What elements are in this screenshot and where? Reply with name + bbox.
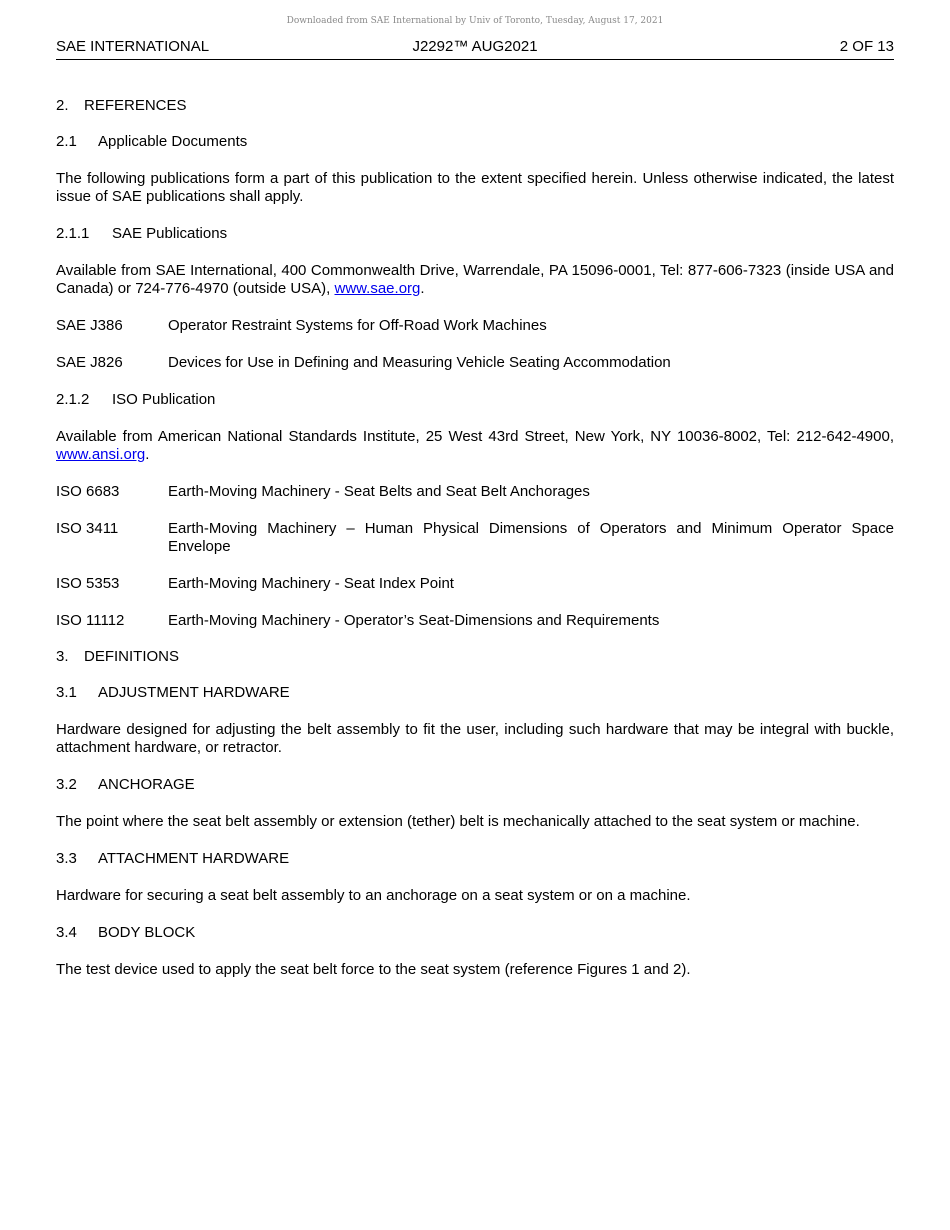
reference-code: SAE J386 — [56, 317, 123, 334]
section-title: DEFINITIONS — [84, 648, 180, 665]
document-id: J2292™ AUG2021 — [412, 38, 538, 55]
definition-text: The point where the seat belt assembly or extension (tether) belt is mechanically attached to the seat system or machine. — [56, 813, 860, 830]
sae-availability-sentence: Available from SAE International, 400 Commonwealth Drive, Warrendale, PA 15096-0001, Tel: 877-606-7323 (inside USA and Canada) or 724-776-4970 (outside USA), — [56, 262, 894, 297]
section-number: 2.1 — [56, 133, 77, 150]
applicable-documents-text: The following publications form a part of this publication to the extent specified herein. Unless otherwise indicated, the latest issue of SAE publications shall apply. — [56, 170, 894, 205]
section-number: 3.4 — [56, 924, 77, 941]
definition-heading — [56, 776, 894, 794]
iso-availability-text: Available from American National Standards Institute, 25 West 43rd Street, New York, NY 10036-8002, Tel: 212-642-4900, www.ansi.org. — [56, 428, 894, 463]
section-title: REFERENCES — [84, 97, 187, 114]
sae-availability-text: Available from SAE International, 400 Commonwealth Drive, Warrendale, PA 15096-0001, Tel: 877-606-7323 (inside USA and Canada) or 724-776-4970 (outside USA), www.sae.org. — [56, 262, 894, 297]
section-applicable-documents-heading — [56, 133, 894, 151]
definition-term: ATTACHMENT HARDWARE — [98, 850, 290, 867]
document-body — [56, 97, 894, 998]
reference-title: Earth-Moving Machinery - Operator’s Seat-Dimensions and Requirements — [168, 612, 660, 629]
reference-title: Devices for Use in Defining and Measuring Vehicle Seating Accommodation — [168, 354, 671, 371]
definition-heading — [56, 850, 894, 868]
section-references-heading — [56, 97, 894, 115]
page-header — [56, 38, 894, 60]
reference-item — [56, 520, 894, 556]
section-number: 2.1.1 — [56, 225, 90, 242]
ansi-website-link[interactable]: www.ansi.org — [56, 446, 146, 463]
section-number: 3.1 — [56, 684, 77, 701]
section-title: ISO Publication — [112, 391, 216, 408]
section-number: 3.2 — [56, 776, 77, 793]
reference-title: Earth-Moving Machinery – Human Physical Dimensions of Operators and Minimum Operator Space Envelope — [168, 520, 894, 555]
reference-code: ISO 11112 — [56, 612, 125, 629]
reference-code: SAE J826 — [56, 354, 123, 371]
reference-item — [56, 612, 894, 630]
definition-text: Hardware designed for adjusting the belt assembly to fit the user, including such hardware that may be integral with buckle, attachment hardware, or retractor. — [56, 721, 894, 756]
reference-title: Earth-Moving Machinery - Seat Belts and Seat Belt Anchorages — [168, 483, 590, 500]
reference-item — [56, 575, 894, 593]
reference-title: Operator Restraint Systems for Off-Road Work Machines — [168, 317, 547, 334]
definition-term: ANCHORAGE — [98, 776, 195, 793]
section-definitions-heading — [56, 648, 894, 666]
section-title: SAE Publications — [112, 225, 228, 242]
publisher-name: SAE INTERNATIONAL — [56, 38, 210, 55]
section-iso-publication-heading — [56, 391, 894, 409]
reference-title: Earth-Moving Machinery - Seat Index Point — [168, 575, 454, 592]
reference-item — [56, 354, 894, 372]
reference-item — [56, 483, 894, 501]
reference-item — [56, 317, 894, 335]
page-number: 2 OF 13 — [839, 38, 894, 55]
reference-code: ISO 5353 — [56, 575, 120, 592]
definition-text: Hardware for securing a seat belt assembly to an anchorage on a seat system or on a machine. — [56, 887, 691, 904]
definition-term: ADJUSTMENT HARDWARE — [98, 684, 290, 701]
definition-term: BODY BLOCK — [98, 924, 196, 941]
section-number: 2. — [56, 97, 69, 114]
section-number: 2.1.2 — [56, 391, 90, 408]
iso-availability-sentence: Available from American National Standards Institute, 25 West 43rd Street, New York, NY 10036-8002, Tel: 212-642-4900, — [56, 428, 894, 445]
definition-text: The test device used to apply the seat belt force to the seat system (reference Figures 1 and 2). — [56, 961, 691, 978]
download-watermark: Downloaded from SAE International by Univ of Toronto, Tuesday, August 17, 2021 — [286, 16, 664, 26]
definition-heading — [56, 684, 894, 702]
reference-code: ISO 6683 — [56, 483, 120, 500]
definition-heading — [56, 924, 894, 942]
section-number: 3. — [56, 648, 69, 665]
reference-code: ISO 3411 — [56, 520, 119, 537]
sae-website-link[interactable]: www.sae.org — [334, 280, 421, 297]
section-sae-publications-heading — [56, 225, 894, 243]
section-number: 3.3 — [56, 850, 77, 867]
section-title: Applicable Documents — [98, 133, 248, 150]
